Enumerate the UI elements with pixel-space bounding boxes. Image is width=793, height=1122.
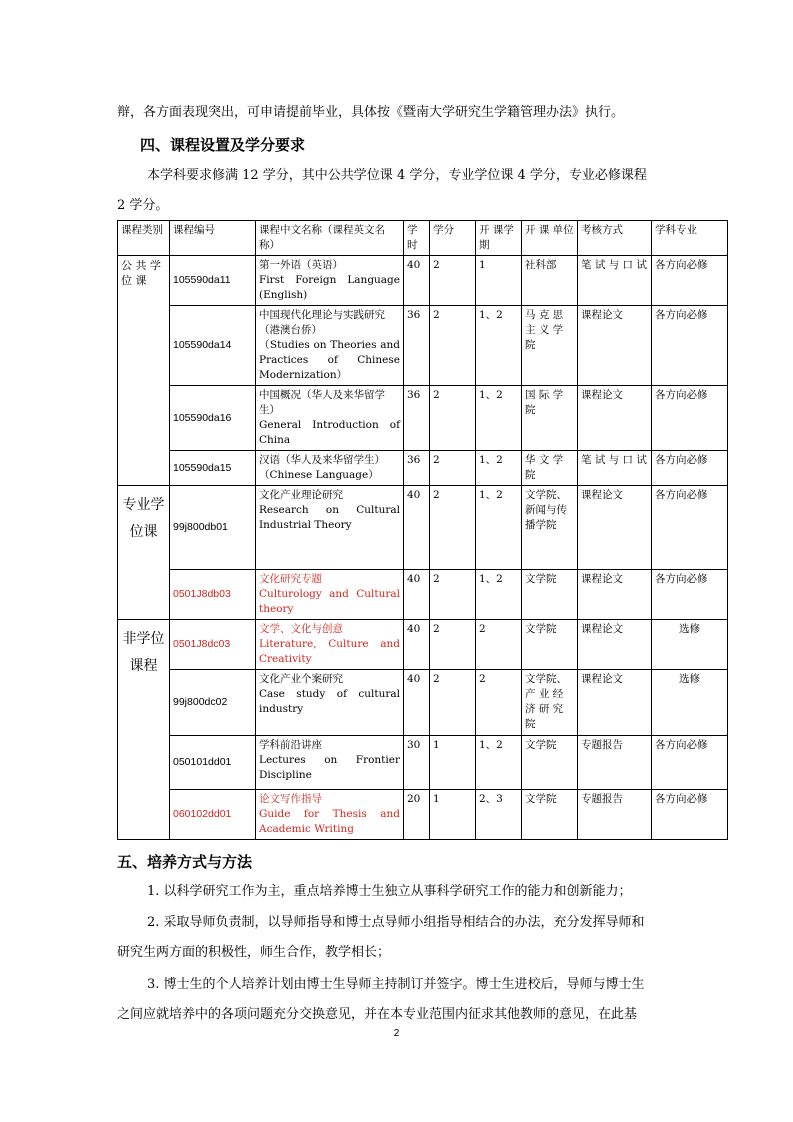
section-4-para-line1: 本学科要求修满 12 学分，其中公共学位课 4 学分，专业学位课 4 学分，专业必修课程: [147, 168, 647, 183]
section-4-para-line2: 2 学分。: [117, 198, 169, 213]
course-assessment-cell: 专题报告: [578, 736, 652, 790]
course-category-cell: 公 共 学 位 课: [118, 256, 170, 486]
course-major-cell: 各方向必修: [652, 486, 728, 570]
course-name-en: （Chinese Language）: [259, 469, 379, 481]
header-major: 学科专业: [652, 221, 728, 256]
course-code-cell: 105590da16: [170, 386, 256, 451]
course-code-cell: 060102dd01: [170, 790, 256, 840]
course-credits-cell: 2: [430, 670, 476, 736]
section-5-title: 五、培养方式与方法: [117, 853, 253, 871]
course-name-cn: 中国现代化理论与实践研究（港澳台侨）: [259, 309, 385, 336]
course-name-cell: [256, 670, 404, 736]
course-credits-cell: 1: [430, 736, 476, 790]
course-name-cell: [256, 736, 404, 790]
table-row: [118, 670, 728, 736]
table-row: [118, 790, 728, 840]
course-assessment-cell: 专题报告: [578, 790, 652, 840]
course-name-cn: 学科前沿讲座: [259, 739, 322, 751]
course-credits-cell: 2: [430, 620, 476, 670]
course-code-cell: 050101dd01: [170, 736, 256, 790]
course-hours-cell: 36: [404, 451, 430, 486]
course-dept-cell: 社科部: [522, 256, 578, 306]
course-name-cn: 文学、文化与创意: [259, 623, 343, 635]
course-semester-cell: 1、2: [476, 306, 522, 386]
section-5-p2-line2: 研究生两方面的积极性，师生合作，教学相长；: [117, 945, 391, 960]
course-assessment-cell: 笔 试 与 口 试: [578, 256, 652, 306]
header-credits: 学分: [430, 221, 476, 256]
course-name-cn: 中国概况（华人及来华留学生）: [259, 389, 385, 416]
course-hours-cell: 40: [404, 486, 430, 570]
course-name-cn: 汉语（华人及来华留学生）: [259, 454, 385, 466]
course-name-cell: [256, 790, 404, 840]
course-dept-cell: 文学院: [522, 620, 578, 670]
course-code-cell: 0501J8db03: [170, 570, 256, 620]
course-major-cell: 各方向必修: [652, 256, 728, 306]
course-major-cell: 各方向必修: [652, 570, 728, 620]
course-assessment-cell: 课程论文: [578, 570, 652, 620]
course-semester-cell: 1、2: [476, 386, 522, 451]
course-major-cell: 各方向必修: [652, 736, 728, 790]
table-row: [118, 256, 728, 306]
table-row: [118, 306, 728, 386]
course-name-cell: [256, 306, 404, 386]
course-name-en: Case study of cultural industry: [259, 688, 400, 715]
course-name-en: First Foreign Language (English): [259, 274, 400, 301]
section-5-p3-line2: 之间应就培养中的各项问题充分交换意见，并在本专业范围内征求其他教师的意见，在此基: [117, 1007, 638, 1022]
table-row: [118, 620, 728, 670]
course-credits-cell: 2: [430, 570, 476, 620]
course-credits-cell: 2: [430, 386, 476, 451]
course-name-en: Research on Cultural Industrial Theory: [259, 504, 400, 531]
course-hours-cell: 36: [404, 386, 430, 451]
course-name-en: Culturology and Cultural theory: [259, 588, 400, 615]
course-name-cell: [256, 486, 404, 570]
course-code-cell: 105590da11: [170, 256, 256, 306]
course-major-cell: 各方向必修: [652, 451, 728, 486]
course-name-en: Lectures on Frontier Discipline: [259, 754, 400, 781]
course-code-cell: 105590da15: [170, 451, 256, 486]
header-assessment: 考核方式: [578, 221, 652, 256]
header-hours: 学时: [404, 221, 430, 256]
course-major-cell: 选修: [652, 670, 728, 736]
course-credits-cell: 2: [430, 451, 476, 486]
course-semester-cell: 1、2: [476, 570, 522, 620]
course-name-en: Literature, Culture and Creativity: [259, 638, 400, 665]
course-category-cell: 专业学位课: [118, 486, 170, 620]
header-category: 课程类别: [118, 221, 170, 256]
course-name-cn: 文化产业个案研究: [259, 673, 343, 685]
course-semester-cell: 2、3: [476, 790, 522, 840]
course-dept-cell: 文学院、产 业 经 济 研 究 院: [522, 670, 578, 736]
course-assessment-cell: 课程论文: [578, 670, 652, 736]
header-semester: 开 课学期: [476, 221, 522, 256]
course-name-cn: 文化产业理论研究: [259, 489, 343, 501]
course-assessment-cell: 课程论文: [578, 306, 652, 386]
page-number: 2: [393, 1028, 400, 1039]
course-semester-cell: 1、2: [476, 451, 522, 486]
course-hours-cell: 40: [404, 620, 430, 670]
course-credits-cell: 2: [430, 256, 476, 306]
course-assessment-cell: 课程论文: [578, 486, 652, 570]
header-code: 课程编号: [170, 221, 256, 256]
course-name-cell: [256, 451, 404, 486]
course-dept-cell: 文学院、新闻与传播学院: [522, 486, 578, 570]
course-name-en: General Introduction of China: [259, 419, 400, 446]
course-code-cell: 0501J8dc03: [170, 620, 256, 670]
course-dept-cell: 华 文 学 院: [522, 451, 578, 486]
course-name-cn: 第一外语（英语）: [259, 259, 343, 271]
header-dept: 开 课 单位: [522, 221, 578, 256]
course-name-cn: 文化研究专题: [259, 573, 322, 585]
table-row: [118, 451, 728, 486]
course-name-cell: [256, 386, 404, 451]
course-major-cell: 各方向必修: [652, 790, 728, 840]
course-name-cell: [256, 570, 404, 620]
course-semester-cell: 2: [476, 670, 522, 736]
course-semester-cell: 2: [476, 620, 522, 670]
section-4-title: 四、课程设置及学分要求: [140, 136, 306, 154]
course-dept-cell: 马 克 思 主 义 学 院: [522, 306, 578, 386]
table-row: [118, 386, 728, 451]
course-major-cell: 各方向必修: [652, 386, 728, 451]
course-semester-cell: 1、2: [476, 486, 522, 570]
header-name: 课程中文名称（课程英文名称）: [256, 221, 404, 256]
course-hours-cell: 40: [404, 256, 430, 306]
course-credits-cell: 1: [430, 790, 476, 840]
course-table-body: [118, 221, 728, 840]
table-row: [118, 570, 728, 620]
course-hours-cell: 40: [404, 670, 430, 736]
section-5-p2-line1: 2. 采取导师负责制，以导师指导和博士点导师小组指导相结合的办法，充分发挥导师和: [147, 915, 645, 930]
course-name-cell: [256, 256, 404, 306]
course-name-en: Guide for Thesis and Academic Writing: [259, 808, 400, 835]
course-dept-cell: 国 际 学 院: [522, 386, 578, 451]
course-dept-cell: 文学院: [522, 570, 578, 620]
course-hours-cell: 36: [404, 306, 430, 386]
course-major-cell: 各方向必修: [652, 306, 728, 386]
table-row: [118, 736, 728, 790]
course-assessment-cell: 课程论文: [578, 620, 652, 670]
course-semester-cell: 1: [476, 256, 522, 306]
course-code-cell: 105590da14: [170, 306, 256, 386]
course-credits-cell: 2: [430, 306, 476, 386]
course-hours-cell: 40: [404, 570, 430, 620]
table-header-row: [118, 221, 728, 256]
course-name-cell: [256, 620, 404, 670]
course-semester-cell: 1、2: [476, 736, 522, 790]
course-name-cn: 论文写作指导: [259, 793, 322, 805]
table-row: [118, 486, 728, 570]
section-5-p3-line1: 3. 博士生的个人培养计划由博士生导师主持制订并签字。博士生进校后，导师与博士生: [147, 977, 645, 992]
section-5-p1: 1. 以科学研究工作为主，重点培养博士生独立从事科学研究工作的能力和创新能力；: [147, 884, 632, 899]
course-dept-cell: 文学院: [522, 736, 578, 790]
course-name-en: （Studies on Theories and Practices of Chinese Modernization）: [259, 339, 400, 381]
course-table: [117, 220, 728, 840]
course-dept-cell: 文学院: [522, 790, 578, 840]
course-hours-cell: 20: [404, 790, 430, 840]
course-code-cell: 99j800dc02: [170, 670, 256, 736]
course-assessment-cell: 笔 试 与 口 试: [578, 451, 652, 486]
course-credits-cell: 2: [430, 486, 476, 570]
course-assessment-cell: 课程论文: [578, 386, 652, 451]
course-hours-cell: 30: [404, 736, 430, 790]
course-major-cell: 选修: [652, 620, 728, 670]
course-code-cell: 99j800db01: [170, 486, 256, 570]
course-category-cell: 非学位课程: [118, 620, 170, 840]
intro-line: 辩，各方面表现突出，可申请提前毕业，具体按《暨南大学研究生学籍管理办法》执行。: [117, 105, 625, 120]
